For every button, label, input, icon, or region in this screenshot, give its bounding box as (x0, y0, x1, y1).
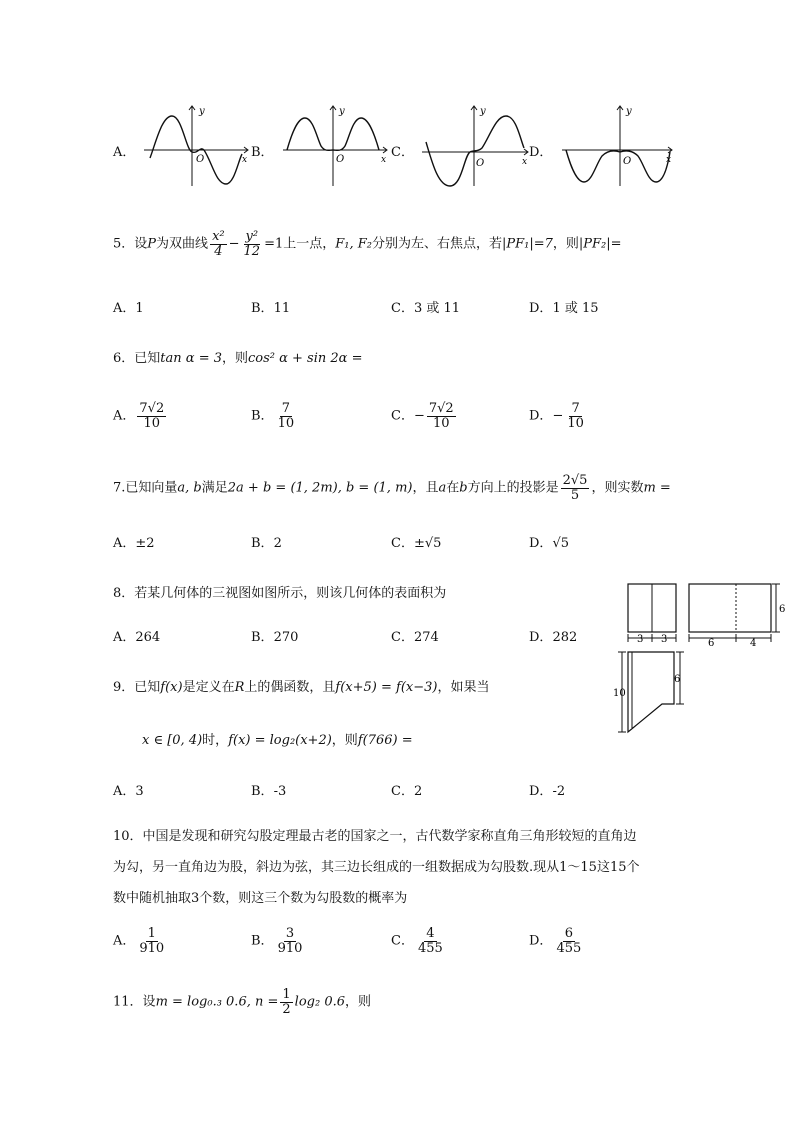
q7-text-a: 已知向量 (125, 480, 178, 496)
q8-dim-10: 10 (613, 688, 626, 699)
q7-option-a[interactable] (113, 532, 155, 551)
q4a-origin-label: O (196, 154, 205, 165)
q6-option-c-label: C． (391, 408, 414, 424)
q10-option-c[interactable] (391, 927, 447, 955)
q6-option-b[interactable] (251, 402, 298, 430)
q10-option-c-den: 455 (417, 940, 443, 956)
q11-expr2: log₂ 0.6 (294, 994, 345, 1010)
q5-option-b[interactable] (251, 297, 290, 316)
q5-frac-x-num: x² (212, 229, 225, 244)
q4d-y-label: y (626, 106, 632, 117)
q5-text-a: 设 (134, 236, 148, 252)
q9-text-b: 是定义在 (182, 680, 235, 695)
question-9-stem (113, 676, 490, 695)
q10-option-d[interactable] (529, 927, 585, 955)
q6-option-a-frac (137, 402, 166, 430)
q4c-y-label: y (480, 106, 486, 117)
q4c-origin-label: O (476, 158, 485, 169)
q8-text: 若某几何体的三视图如图所示，则该几何体的表面积为 (134, 586, 447, 601)
question-5-stem (113, 230, 622, 258)
q7-option-c-value: ±√5 (413, 536, 442, 551)
q9-ask: f(766) = (357, 733, 413, 748)
question-7-stem (113, 474, 671, 502)
q5-pf2: |PF₂|= (578, 236, 622, 252)
q6-option-a-den: 10 (143, 415, 161, 431)
q11-half-den: 2 (282, 1001, 291, 1017)
q4-label-d: D． (529, 145, 553, 160)
q5-foci: F₁, F₂ (335, 236, 372, 252)
q6-option-c-den: 10 (433, 415, 450, 431)
q7-option-d-value: √5 (552, 536, 569, 551)
q9-fx: f(x) (160, 680, 183, 695)
q6-option-c-frac (427, 402, 456, 430)
q7-option-c-label: C． (391, 536, 414, 551)
q10-option-c-label: C． (391, 933, 414, 949)
q8-option-d[interactable] (529, 626, 577, 645)
q5-minus: − (228, 236, 240, 252)
q10-option-c-num: 4 (426, 926, 435, 941)
q9-option-d[interactable] (529, 780, 565, 799)
q8-option-b-label: B． (251, 630, 274, 645)
q9-text-f: ，则 (331, 733, 358, 748)
q7-option-d-label: D． (529, 536, 553, 551)
question-10-line1: 10．中国是发现和研究勾股定理最古老的国家之一，古代数学家称直角三角形较短的直角边 (113, 829, 637, 844)
q6-expr: cos² α + sin 2α = (248, 351, 363, 366)
q8-number: 8． (113, 586, 135, 601)
q7-number: 7. (113, 480, 126, 496)
q7-text-e: 方向上的投影是 (467, 480, 559, 496)
q9-option-a-label: A． (113, 784, 136, 799)
q5-text-e: ，则 (552, 236, 579, 252)
q5-option-a-value: 1 (135, 301, 144, 316)
q6-number: 6． (113, 351, 135, 366)
q8-option-a-value: 264 (135, 630, 161, 645)
q6-text-a: 已知 (134, 351, 161, 366)
q9-equation: f(x+5) = f(x−3) (335, 680, 438, 695)
q9-number: 9． (113, 680, 135, 695)
q6-text-b: ，则 (221, 351, 248, 366)
q6-option-c[interactable] (391, 402, 458, 430)
q6-tan: tan α = 3 (160, 351, 222, 366)
q8-option-c-label: C． (391, 630, 414, 645)
q10-option-a-den: 910 (139, 940, 165, 956)
q9-option-b-value: -3 (273, 784, 287, 799)
q10-option-d-label: D． (529, 933, 553, 949)
q11-expr: m = log₀.₃ 0.6, n = (155, 994, 279, 1010)
q7-vectors: a, b (177, 480, 202, 496)
q6-option-d-sign: − (552, 408, 564, 424)
q6-option-d-den: 10 (567, 415, 584, 431)
q5-option-a[interactable] (113, 297, 144, 316)
q7-proj-frac (561, 474, 590, 502)
q9-option-a-value: 3 (135, 784, 144, 799)
q5-frac-y-num: y² (245, 229, 259, 244)
q10-option-d-frac (554, 927, 583, 955)
q5-option-c[interactable] (391, 297, 460, 316)
q8-option-b[interactable] (251, 626, 298, 645)
q4b-x-label: x (381, 155, 387, 165)
q5-text-d: 分别为左、右焦点，若 (371, 236, 502, 252)
q8-dim-4: 4 (750, 638, 757, 649)
q6-option-d[interactable] (529, 402, 588, 430)
q10-option-a[interactable] (113, 927, 168, 955)
q6-option-a[interactable] (113, 402, 168, 430)
question-8-stem (113, 582, 446, 601)
q5-text-c: =1上一点， (264, 236, 336, 252)
q5-option-c-label: C． (391, 301, 414, 316)
q4-label-a: A． (113, 145, 136, 160)
q10-option-d-den: 455 (556, 940, 582, 956)
q5-pf1: |PF₁|=7 (501, 236, 553, 252)
q7-vec-b: b (459, 480, 468, 496)
q5-option-d[interactable] (529, 297, 599, 316)
q7-option-c[interactable] (391, 532, 441, 551)
q8-option-c[interactable] (391, 626, 439, 645)
q8-option-c-value: 274 (413, 630, 439, 645)
q9-option-b[interactable] (251, 780, 286, 799)
q11-number: 11． (113, 994, 143, 1010)
q4a-y-label: y (199, 106, 205, 117)
q5-option-d-label: D． (529, 301, 553, 316)
q9-text-e: 时， (202, 733, 229, 748)
q9-text-a: 已知 (134, 680, 161, 695)
q7-option-a-value: ±2 (135, 536, 155, 551)
q7-option-a-label: A． (113, 536, 136, 551)
q4-label-b: B． (251, 145, 274, 160)
q6-option-d-frac (565, 402, 586, 430)
q5-p: P (147, 236, 157, 252)
q7-text-c: ，且 (412, 480, 439, 496)
q9-option-c-label: C． (391, 784, 414, 799)
q9-text-c: 上的偶函数，且 (244, 680, 336, 695)
q11-half (280, 988, 292, 1016)
q5-option-b-label: B． (251, 301, 274, 316)
q8-dim-6-right: 6 (779, 604, 786, 615)
q5-frac-y (242, 230, 263, 258)
q8-option-d-label: D． (529, 630, 553, 645)
q4a-x-label: x (242, 155, 248, 165)
q7-proj-den: 5 (570, 487, 580, 503)
q10-option-d-num: 6 (564, 926, 573, 941)
q9-option-d-label: D． (529, 784, 553, 799)
q5-text-b: 为双曲线 (156, 236, 209, 252)
q6-option-b-den: 10 (277, 415, 295, 431)
q9-definition: f(x) = log₂(x+2) (228, 733, 332, 748)
question-11-stem (113, 988, 371, 1016)
q6-option-c-sign: − (413, 408, 425, 424)
q10-option-b-den: 910 (277, 940, 303, 956)
q5-option-c-value: 3 或 11 (413, 301, 461, 316)
q9-text-d: ，如果当 (437, 680, 490, 695)
q4b-y-label: y (339, 106, 345, 117)
q10-option-a-num: 1 (147, 926, 156, 941)
q10-option-b-num: 3 (285, 926, 295, 941)
q11-text-a: 设 (142, 994, 156, 1010)
q8-option-a[interactable] (113, 626, 160, 645)
q7-proj-num: 2√5 (562, 473, 588, 488)
q7-option-b-value: 2 (273, 536, 282, 551)
q7-vec-a: a (438, 480, 447, 496)
q10-option-b[interactable] (251, 927, 306, 955)
q6-option-d-label: D． (529, 408, 553, 424)
question-10-line3: 数中随机抽取3个数，则这三个数为勾股数的概率为 (113, 891, 408, 906)
q9-option-c-value: 2 (413, 784, 423, 799)
q8-dim-3b: 3 (661, 634, 668, 645)
q4d-origin-label: O (623, 156, 632, 167)
q10-option-b-frac (276, 927, 305, 955)
q7-option-d[interactable] (529, 532, 569, 551)
q8-dim-6-side: 6 (708, 638, 715, 649)
q7-m: m = (643, 480, 671, 496)
q7-text-d: 在 (446, 480, 460, 496)
q6-option-b-num: 7 (281, 401, 290, 416)
q5-frac-x (210, 230, 227, 258)
q4d-x-label: x (666, 155, 672, 165)
q6-option-b-label: B． (251, 408, 274, 424)
q9-option-c[interactable] (391, 780, 422, 799)
q5-frac-y-den: 12 (243, 243, 261, 259)
q6-option-d-num: 7 (571, 401, 580, 416)
q9-r: R (234, 680, 245, 695)
q4-graph-a (142, 102, 252, 190)
q6-option-b-frac (276, 402, 297, 430)
q4-label-c: C． (391, 145, 414, 160)
question-6-stem (113, 347, 362, 366)
q9-option-b-label: B． (251, 784, 274, 799)
q7-text-f: ，则实数 (591, 480, 644, 496)
q5-option-a-label: A． (113, 301, 136, 316)
q8-dim-6-top: 6 (674, 674, 681, 685)
q6-option-a-label: A． (113, 408, 136, 424)
q7-option-b-label: B． (251, 536, 274, 551)
q7-condition: 2a + b = (1, 2m), b = (1, m) (227, 480, 413, 496)
question-10-line2: 为勾，另一直角边为股，斜边为弦，其三边长组成的一组数据成为勾股数.现从1～15这15个 (113, 860, 640, 875)
q8-option-b-value: 270 (273, 630, 299, 645)
q5-option-b-value: 11 (273, 301, 291, 316)
q4c-x-label: x (522, 157, 528, 167)
q5-option-d-value: 1 或 15 (552, 301, 599, 316)
question-9-stem-line2 (142, 729, 413, 748)
q11-half-num: 1 (282, 987, 291, 1002)
q10-option-a-label: A． (113, 933, 136, 949)
q8-dim-3a: 3 (637, 634, 644, 645)
q8-option-a-label: A． (113, 630, 136, 645)
q8-option-d-value: 282 (552, 630, 578, 645)
q6-option-a-num: 7√2 (139, 401, 165, 416)
q6-option-c-num: 7√2 (428, 401, 454, 416)
q10-option-c-frac (416, 927, 445, 955)
q4-graph-b (281, 102, 391, 190)
q5-frac-x-den: 4 (214, 243, 223, 259)
q8-three-view-figure (612, 580, 788, 736)
q4-graph-d (560, 102, 676, 190)
q10-option-a-frac (137, 927, 166, 955)
q5-number: 5． (113, 236, 135, 252)
q4b-origin-label: O (336, 154, 345, 165)
q9-option-a[interactable] (113, 780, 144, 799)
q7-text-b: 满足 (201, 480, 228, 496)
q10-option-b-label: B． (251, 933, 274, 949)
q9-option-d-value: -2 (552, 784, 566, 799)
q7-option-b[interactable] (251, 532, 282, 551)
q4-graph-c (420, 102, 532, 190)
q11-text-b: ，则 (345, 994, 372, 1010)
q9-domain: x ∈ [0, 4) (142, 733, 203, 748)
